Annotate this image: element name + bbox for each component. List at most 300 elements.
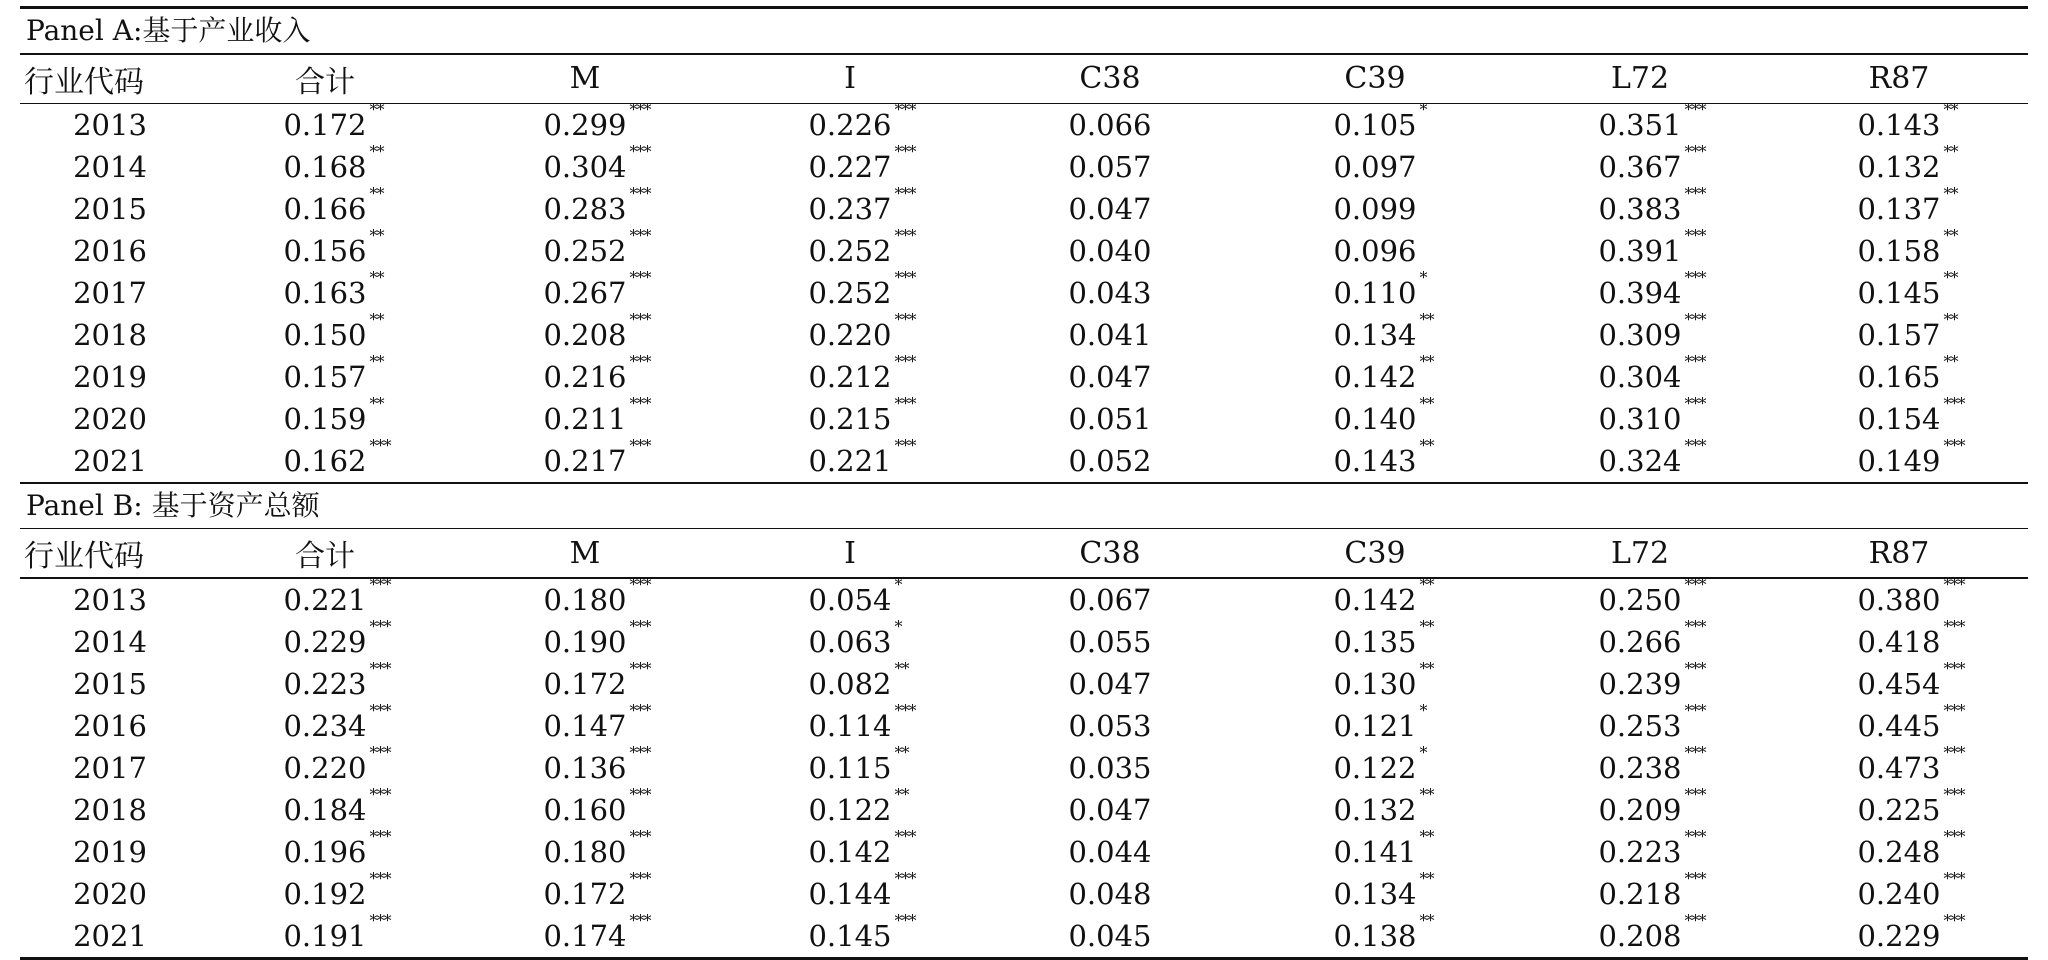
column-header-c38: C38 bbox=[1079, 61, 1141, 96]
significance-stars: *** bbox=[629, 826, 651, 846]
value-cell-i bbox=[720, 310, 980, 356]
coefficient-value: 0.052 bbox=[1068, 444, 1152, 478]
coefficient-value: 0.351 *** bbox=[1598, 100, 1706, 142]
coefficient-value: 0.122 ** bbox=[808, 784, 909, 827]
value-cell-m bbox=[450, 100, 720, 146]
column-header-l72: L72 bbox=[1610, 535, 1670, 571]
significance-stars: *** bbox=[1684, 310, 1706, 329]
coefficient-value: 0.047 bbox=[1068, 192, 1152, 226]
value-cell-c39 bbox=[1240, 268, 1510, 314]
coefficient-value: 0.208 *** bbox=[1598, 910, 1706, 953]
coefficient-value: 0.229 *** bbox=[1857, 910, 1965, 953]
value-cell-total bbox=[200, 142, 450, 188]
table-row bbox=[20, 910, 2028, 957]
value-cell-l72 bbox=[1510, 100, 1770, 146]
coefficient-value: 0.380 *** bbox=[1857, 574, 1965, 617]
significance-stars: *** bbox=[894, 268, 916, 287]
coefficient-value: 0.283 *** bbox=[543, 184, 651, 226]
value-cell-c39 bbox=[1240, 574, 1510, 621]
coefficient-value: 0.172 ** bbox=[283, 100, 384, 142]
coefficient-value: 0.047 bbox=[1068, 792, 1152, 827]
coefficient-value: 0.138 ** bbox=[1333, 910, 1434, 953]
coefficient-value: 0.196 *** bbox=[283, 826, 391, 869]
value-cell-r87 bbox=[1770, 436, 2028, 482]
coefficient-value: 0.041 bbox=[1068, 318, 1152, 352]
significance-stars: ** bbox=[894, 658, 909, 678]
coefficient-value: 0.215 *** bbox=[808, 394, 916, 436]
value-cell-c39 bbox=[1240, 436, 1510, 482]
coefficient-value: 0.383 *** bbox=[1598, 184, 1706, 226]
coefficient-value: 0.110 * bbox=[1333, 268, 1427, 310]
year-cell: 2021 bbox=[73, 918, 147, 953]
coefficient-value: 0.147 *** bbox=[543, 700, 651, 743]
coefficient-value: 0.180 *** bbox=[543, 826, 651, 869]
coefficient-value: 0.158 ** bbox=[1857, 226, 1958, 268]
coefficient-value: 0.137 ** bbox=[1857, 184, 1958, 226]
significance-stars: *** bbox=[1943, 784, 1965, 804]
value-cell-i bbox=[720, 226, 980, 272]
value-cell-i bbox=[720, 100, 980, 146]
coefficient-value: 0.145 ** bbox=[1857, 268, 1958, 310]
coefficient-value: 0.122 * bbox=[1333, 742, 1427, 785]
column-header-r87: R87 bbox=[1868, 61, 1930, 96]
value-cell-i bbox=[720, 352, 980, 398]
year-cell: 2016 bbox=[73, 708, 147, 743]
significance-stars: * bbox=[894, 574, 902, 594]
significance-stars: *** bbox=[1943, 658, 1965, 678]
significance-stars: ** bbox=[1943, 100, 1958, 119]
coefficient-value: 0.132 ** bbox=[1857, 142, 1958, 184]
coefficient-value: 0.252 *** bbox=[543, 226, 651, 268]
value-cell-r87 bbox=[1770, 226, 2028, 272]
coefficient-value: 0.239 *** bbox=[1598, 658, 1706, 701]
significance-stars: *** bbox=[1684, 352, 1706, 371]
coefficient-value: 0.165 ** bbox=[1857, 352, 1958, 394]
panel-title: Panel A:基于产业收入 bbox=[26, 14, 311, 47]
value-cell-m bbox=[450, 616, 720, 663]
value-cell-r87 bbox=[1770, 910, 2028, 957]
coefficient-value: 0.114 *** bbox=[808, 700, 916, 743]
coefficient-value: 0.097 bbox=[1333, 150, 1417, 184]
coefficient-value: 0.115 ** bbox=[808, 742, 909, 785]
significance-stars: ** bbox=[1419, 352, 1434, 371]
significance-stars: *** bbox=[629, 184, 651, 203]
value-cell-c38 bbox=[980, 789, 1240, 831]
significance-stars: *** bbox=[629, 436, 651, 455]
significance-stars: ** bbox=[1419, 616, 1434, 636]
significance-stars: *** bbox=[369, 826, 391, 846]
column-header-i: I bbox=[844, 535, 856, 571]
table-row bbox=[20, 352, 2028, 398]
value-cell-total bbox=[200, 226, 450, 272]
significance-stars: *** bbox=[1943, 436, 1965, 455]
value-cell-l72 bbox=[1510, 268, 1770, 314]
value-cell-m bbox=[450, 868, 720, 915]
significance-stars: *** bbox=[894, 352, 916, 371]
significance-stars: *** bbox=[1684, 226, 1706, 245]
coefficient-value: 0.394 *** bbox=[1598, 268, 1706, 310]
coefficient-value: 0.149 *** bbox=[1857, 436, 1965, 478]
coefficient-value: 0.304 *** bbox=[1598, 352, 1706, 394]
significance-stars: *** bbox=[369, 436, 391, 455]
coefficient-value: 0.190 *** bbox=[543, 616, 651, 659]
significance-stars: *** bbox=[1684, 784, 1706, 804]
value-cell-m bbox=[450, 394, 720, 440]
coefficient-value: 0.132 ** bbox=[1333, 784, 1434, 827]
value-cell-r87 bbox=[1770, 394, 2028, 440]
value-cell-c38 bbox=[980, 398, 1240, 440]
significance-stars: *** bbox=[629, 394, 651, 413]
value-cell-total bbox=[200, 784, 450, 831]
significance-stars: *** bbox=[629, 658, 651, 678]
coefficient-value: 0.145 *** bbox=[808, 910, 916, 953]
coefficient-value: 0.040 bbox=[1068, 234, 1152, 268]
significance-stars: ** bbox=[1419, 910, 1434, 930]
significance-stars: *** bbox=[894, 100, 916, 119]
year-cell: 2015 bbox=[73, 192, 147, 226]
value-cell-m bbox=[450, 352, 720, 398]
coefficient-value: 0.252 *** bbox=[808, 268, 916, 310]
column-header-i: I bbox=[844, 61, 856, 96]
coefficient-value: 0.047 bbox=[1068, 360, 1152, 394]
significance-stars: *** bbox=[629, 310, 651, 329]
value-cell-total bbox=[200, 352, 450, 398]
value-cell-r87 bbox=[1770, 184, 2028, 230]
coefficient-value: 0.445 *** bbox=[1857, 700, 1965, 743]
value-cell-total bbox=[200, 184, 450, 230]
significance-stars: *** bbox=[369, 742, 391, 762]
coefficient-value: 0.143 ** bbox=[1333, 436, 1434, 478]
significance-stars: * bbox=[1419, 700, 1427, 720]
coefficient-value: 0.166 ** bbox=[283, 184, 384, 226]
value-cell-m bbox=[450, 700, 720, 747]
coefficient-value: 0.172 *** bbox=[543, 868, 651, 911]
significance-stars: ** bbox=[369, 310, 384, 329]
value-cell-total bbox=[200, 742, 450, 789]
coefficient-value: 0.163 ** bbox=[283, 268, 384, 310]
significance-stars: ** bbox=[1943, 310, 1958, 329]
coefficient-value: 0.142 *** bbox=[808, 826, 916, 869]
coefficient-value: 0.267 *** bbox=[543, 268, 651, 310]
significance-stars: *** bbox=[1943, 868, 1965, 888]
value-cell-c38 bbox=[980, 104, 1240, 146]
value-cell-i bbox=[720, 658, 980, 705]
significance-stars: ** bbox=[369, 394, 384, 413]
coefficient-value: 0.067 bbox=[1068, 582, 1152, 617]
column-header-c39: C39 bbox=[1344, 535, 1406, 571]
value-cell-m bbox=[450, 310, 720, 356]
column-header-c38: C38 bbox=[1079, 535, 1141, 571]
value-cell-c39 bbox=[1240, 100, 1510, 146]
value-cell-c39 bbox=[1240, 658, 1510, 705]
year-cell: 2020 bbox=[73, 876, 147, 911]
value-cell-total bbox=[200, 394, 450, 440]
value-cell-l72 bbox=[1510, 226, 1770, 272]
significance-stars: *** bbox=[894, 394, 916, 413]
value-cell-m bbox=[450, 910, 720, 957]
significance-stars: *** bbox=[629, 700, 651, 720]
significance-stars: ** bbox=[1943, 142, 1958, 161]
value-cell-r87 bbox=[1770, 268, 2028, 314]
year-cell: 2014 bbox=[73, 624, 147, 659]
value-cell-c38 bbox=[980, 440, 1240, 482]
significance-stars: ** bbox=[1943, 184, 1958, 203]
coefficient-value: 0.221 *** bbox=[808, 436, 916, 478]
table-row bbox=[20, 100, 2028, 146]
coefficient-value: 0.082 ** bbox=[808, 658, 909, 701]
coefficient-value: 0.142 ** bbox=[1333, 574, 1434, 617]
significance-stars: *** bbox=[629, 100, 651, 119]
value-cell-i bbox=[720, 700, 980, 747]
significance-stars: ** bbox=[1419, 826, 1434, 846]
value-cell-l72 bbox=[1510, 142, 1770, 188]
value-cell-m bbox=[450, 268, 720, 314]
value-cell-total bbox=[200, 436, 450, 482]
year-cell: 2016 bbox=[73, 234, 147, 268]
column-header-industry-code: 行业代码 bbox=[24, 64, 144, 100]
coefficient-value: 0.240 *** bbox=[1857, 868, 1965, 911]
coefficient-value: 0.253 *** bbox=[1598, 700, 1706, 743]
value-cell-i bbox=[720, 184, 980, 230]
significance-stars: *** bbox=[629, 868, 651, 888]
significance-stars: ** bbox=[369, 142, 384, 161]
significance-stars: *** bbox=[1684, 184, 1706, 203]
coefficient-value: 0.162 *** bbox=[283, 436, 391, 478]
significance-stars: ** bbox=[1943, 352, 1958, 371]
coefficient-value: 0.473 *** bbox=[1857, 742, 1965, 785]
value-cell-c38 bbox=[980, 915, 1240, 957]
table-row bbox=[20, 268, 2028, 314]
column-header-total: 合计 bbox=[295, 539, 355, 574]
significance-stars: *** bbox=[629, 910, 651, 930]
value-cell-m bbox=[450, 574, 720, 621]
significance-stars: ** bbox=[894, 742, 909, 762]
value-cell-m bbox=[450, 742, 720, 789]
column-header-l72: L72 bbox=[1610, 61, 1670, 96]
coefficient-value: 0.043 bbox=[1068, 276, 1152, 310]
significance-stars: *** bbox=[1684, 910, 1706, 930]
correlation-table bbox=[20, 6, 2028, 960]
value-cell-r87 bbox=[1770, 574, 2028, 621]
significance-stars: ** bbox=[369, 226, 384, 245]
value-cell-r87 bbox=[1770, 352, 2028, 398]
significance-stars: *** bbox=[629, 268, 651, 287]
significance-stars: ** bbox=[1419, 436, 1434, 455]
value-cell-l72 bbox=[1510, 616, 1770, 663]
significance-stars: *** bbox=[1943, 574, 1965, 594]
coefficient-value: 0.134 ** bbox=[1333, 310, 1434, 352]
table-row bbox=[20, 394, 2028, 440]
value-cell-c38 bbox=[980, 747, 1240, 789]
year-cell: 2019 bbox=[73, 834, 147, 869]
significance-stars: *** bbox=[629, 226, 651, 245]
column-header-total: 合计 bbox=[295, 64, 355, 100]
value-cell-c38 bbox=[980, 314, 1240, 356]
value-cell-c38 bbox=[980, 621, 1240, 663]
coefficient-value: 0.096 bbox=[1333, 234, 1417, 268]
value-cell-c39 bbox=[1240, 230, 1510, 272]
coefficient-value: 0.051 bbox=[1068, 402, 1152, 436]
value-cell-r87 bbox=[1770, 310, 2028, 356]
coefficient-value: 0.105 * bbox=[1333, 100, 1427, 142]
coefficient-value: 0.234 *** bbox=[283, 700, 391, 743]
significance-stars: *** bbox=[1684, 142, 1706, 161]
value-cell-l72 bbox=[1510, 574, 1770, 621]
value-cell-c39 bbox=[1240, 188, 1510, 230]
coefficient-value: 0.218 *** bbox=[1598, 868, 1706, 911]
coefficient-value: 0.157 ** bbox=[283, 352, 384, 394]
value-cell-i bbox=[720, 910, 980, 957]
table-row bbox=[20, 226, 2028, 272]
significance-stars: ** bbox=[1419, 658, 1434, 678]
value-cell-c39 bbox=[1240, 616, 1510, 663]
value-cell-m bbox=[450, 226, 720, 272]
coefficient-value: 0.099 bbox=[1333, 192, 1417, 226]
significance-stars: *** bbox=[894, 310, 916, 329]
coefficient-value: 0.057 bbox=[1068, 150, 1152, 184]
coefficient-value: 0.211 *** bbox=[543, 394, 651, 436]
value-cell-i bbox=[720, 436, 980, 482]
coefficient-value: 0.142 ** bbox=[1333, 352, 1434, 394]
significance-stars: * bbox=[894, 616, 902, 636]
significance-stars: *** bbox=[629, 574, 651, 594]
significance-stars: * bbox=[1419, 100, 1427, 119]
coefficient-value: 0.154 *** bbox=[1857, 394, 1965, 436]
value-cell-r87 bbox=[1770, 100, 2028, 146]
significance-stars: *** bbox=[369, 910, 391, 930]
coefficient-value: 0.250 *** bbox=[1598, 574, 1706, 617]
header-row bbox=[20, 55, 2028, 103]
column-header-m: M bbox=[569, 535, 601, 571]
significance-stars: *** bbox=[1943, 742, 1965, 762]
header-row bbox=[20, 529, 2028, 577]
coefficient-value: 0.121 * bbox=[1333, 700, 1427, 743]
value-cell-l72 bbox=[1510, 310, 1770, 356]
significance-stars: *** bbox=[369, 616, 391, 636]
significance-stars: *** bbox=[629, 142, 651, 161]
value-cell-i bbox=[720, 142, 980, 188]
coefficient-value: 0.252 *** bbox=[808, 226, 916, 268]
significance-stars: *** bbox=[1943, 910, 1965, 930]
table-row bbox=[20, 616, 2028, 663]
coefficient-value: 0.157 ** bbox=[1857, 310, 1958, 352]
value-cell-c38 bbox=[980, 230, 1240, 272]
coefficient-value: 0.191 *** bbox=[283, 910, 391, 953]
column-header-industry-code: 行业代码 bbox=[24, 539, 144, 574]
table-rule bbox=[20, 957, 2028, 960]
column-header-c39: C39 bbox=[1344, 61, 1406, 96]
significance-stars: *** bbox=[629, 616, 651, 636]
significance-stars: *** bbox=[629, 352, 651, 371]
significance-stars: *** bbox=[894, 184, 916, 203]
significance-stars: *** bbox=[1684, 436, 1706, 455]
value-cell-c38 bbox=[980, 356, 1240, 398]
significance-stars: *** bbox=[894, 910, 916, 930]
coefficient-value: 0.299 *** bbox=[543, 100, 651, 142]
year-cell: 2014 bbox=[73, 150, 147, 184]
significance-stars: *** bbox=[629, 742, 651, 762]
table-row bbox=[20, 574, 2028, 621]
coefficient-value: 0.226 *** bbox=[808, 100, 916, 142]
significance-stars: *** bbox=[1684, 268, 1706, 287]
value-cell-i bbox=[720, 394, 980, 440]
coefficient-value: 0.172 *** bbox=[543, 658, 651, 701]
significance-stars: ** bbox=[894, 784, 909, 804]
significance-stars: ** bbox=[1419, 574, 1434, 594]
coefficient-value: 0.309 *** bbox=[1598, 310, 1706, 352]
significance-stars: *** bbox=[1943, 700, 1965, 720]
value-cell-l72 bbox=[1510, 784, 1770, 831]
significance-stars: *** bbox=[369, 700, 391, 720]
coefficient-value: 0.266 *** bbox=[1598, 616, 1706, 659]
value-cell-total bbox=[200, 310, 450, 356]
significance-stars: *** bbox=[369, 574, 391, 594]
coefficient-value: 0.054 * bbox=[808, 574, 902, 617]
significance-stars: *** bbox=[894, 142, 916, 161]
significance-stars: ** bbox=[369, 268, 384, 287]
coefficient-value: 0.045 bbox=[1068, 918, 1152, 953]
value-cell-l72 bbox=[1510, 910, 1770, 957]
significance-stars: ** bbox=[1419, 784, 1434, 804]
coefficient-value: 0.304 *** bbox=[543, 142, 651, 184]
value-cell-total bbox=[200, 268, 450, 314]
coefficient-value: 0.053 bbox=[1068, 708, 1152, 743]
value-cell-l72 bbox=[1510, 658, 1770, 705]
coefficient-value: 0.418 *** bbox=[1857, 616, 1965, 659]
coefficient-value: 0.454 *** bbox=[1857, 658, 1965, 701]
value-cell-l72 bbox=[1510, 700, 1770, 747]
value-cell-l72 bbox=[1510, 352, 1770, 398]
year-cell: 2018 bbox=[73, 318, 147, 352]
value-cell-total bbox=[200, 910, 450, 957]
coefficient-value: 0.044 bbox=[1068, 834, 1152, 869]
significance-stars: *** bbox=[369, 868, 391, 888]
coefficient-value: 0.220 *** bbox=[808, 310, 916, 352]
coefficient-value: 0.160 *** bbox=[543, 784, 651, 827]
table-row bbox=[20, 142, 2028, 188]
column-header-r87: R87 bbox=[1868, 535, 1930, 571]
significance-stars: *** bbox=[1684, 658, 1706, 678]
year-cell: 2017 bbox=[73, 276, 147, 310]
significance-stars: ** bbox=[1943, 226, 1958, 245]
coefficient-value: 0.216 *** bbox=[543, 352, 651, 394]
coefficient-value: 0.367 *** bbox=[1598, 142, 1706, 184]
value-cell-total bbox=[200, 100, 450, 146]
coefficient-value: 0.140 ** bbox=[1333, 394, 1434, 436]
significance-stars: *** bbox=[369, 658, 391, 678]
coefficient-value: 0.141 ** bbox=[1333, 826, 1434, 869]
significance-stars: *** bbox=[1943, 616, 1965, 636]
coefficient-value: 0.248 *** bbox=[1857, 826, 1965, 869]
value-cell-l72 bbox=[1510, 868, 1770, 915]
value-cell-m bbox=[450, 784, 720, 831]
significance-stars: *** bbox=[894, 436, 916, 455]
table-row bbox=[20, 784, 2028, 831]
value-cell-c39 bbox=[1240, 910, 1510, 957]
coefficient-value: 0.136 *** bbox=[543, 742, 651, 785]
coefficient-value: 0.135 ** bbox=[1333, 616, 1434, 659]
year-cell: 2013 bbox=[73, 108, 147, 142]
significance-stars: ** bbox=[1419, 310, 1434, 329]
coefficient-value: 0.209 *** bbox=[1598, 784, 1706, 827]
coefficient-value: 0.237 *** bbox=[808, 184, 916, 226]
coefficient-value: 0.391 *** bbox=[1598, 226, 1706, 268]
value-cell-i bbox=[720, 868, 980, 915]
value-cell-l72 bbox=[1510, 436, 1770, 482]
value-cell-r87 bbox=[1770, 142, 2028, 188]
significance-stars: ** bbox=[369, 184, 384, 203]
value-cell-c38 bbox=[980, 663, 1240, 705]
